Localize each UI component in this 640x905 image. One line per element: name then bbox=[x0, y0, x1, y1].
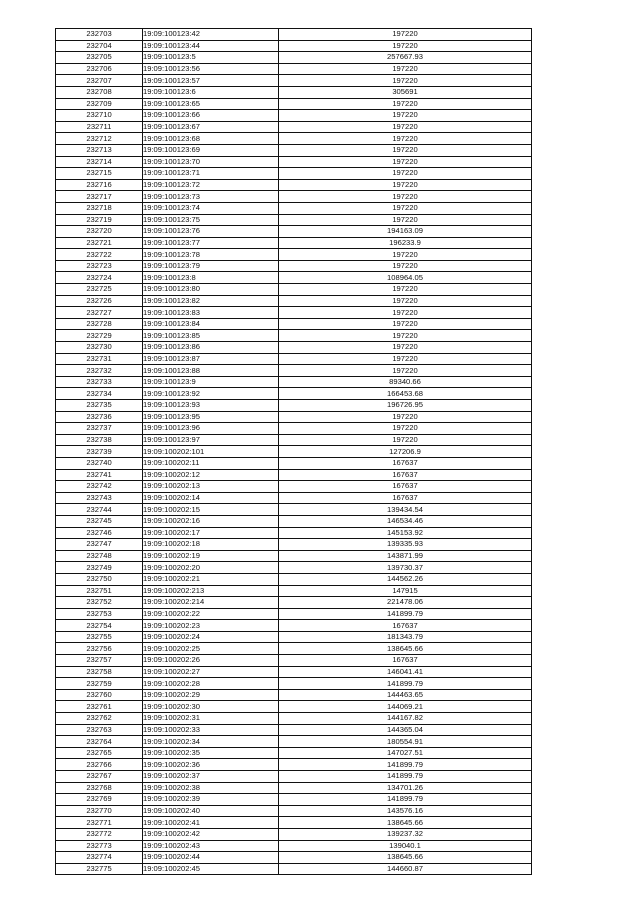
value-cell: 197220 bbox=[279, 423, 532, 435]
cadastral-number-cell: 19:09:100202:101 bbox=[143, 446, 279, 458]
value-cell: 197220 bbox=[279, 365, 532, 377]
value-cell: 141899.79 bbox=[279, 608, 532, 620]
cadastral-number-cell: 19:09:100202:35 bbox=[143, 747, 279, 759]
cadastral-number-cell: 19:09:100202:28 bbox=[143, 678, 279, 690]
value-cell: 144167.82 bbox=[279, 713, 532, 725]
cadastral-number-cell: 19:09:100202:33 bbox=[143, 724, 279, 736]
table-row bbox=[56, 492, 532, 504]
cadastral-number-cell: 19:09:100123:68 bbox=[143, 133, 279, 145]
cadastral-number-cell: 19:09:100202:43 bbox=[143, 840, 279, 852]
row-number-cell: 232710 bbox=[56, 110, 143, 122]
table-row bbox=[56, 573, 532, 585]
row-number-cell: 232719 bbox=[56, 214, 143, 226]
value-cell: 127206.9 bbox=[279, 446, 532, 458]
value-cell: 167637 bbox=[279, 469, 532, 481]
table-row bbox=[56, 481, 532, 493]
row-number-cell: 232761 bbox=[56, 701, 143, 713]
row-number-cell: 232757 bbox=[56, 655, 143, 667]
row-number-cell: 232720 bbox=[56, 226, 143, 238]
value-cell: 196726.95 bbox=[279, 400, 532, 412]
row-number-cell: 232748 bbox=[56, 550, 143, 562]
value-cell: 89340.66 bbox=[279, 376, 532, 388]
table-row bbox=[56, 86, 532, 98]
table-row bbox=[56, 515, 532, 527]
table-row bbox=[56, 469, 532, 481]
value-cell: 139040.1 bbox=[279, 840, 532, 852]
cadastral-number-cell: 19:09:100202:14 bbox=[143, 492, 279, 504]
cadastral-number-cell: 19:09:100202:25 bbox=[143, 643, 279, 655]
row-number-cell: 232734 bbox=[56, 388, 143, 400]
table-row bbox=[56, 98, 532, 110]
value-cell: 141899.79 bbox=[279, 771, 532, 783]
cadastral-number-cell: 19:09:100123:72 bbox=[143, 179, 279, 191]
row-number-cell: 232756 bbox=[56, 643, 143, 655]
row-number-cell: 232774 bbox=[56, 852, 143, 864]
table-row bbox=[56, 214, 532, 226]
row-number-cell: 232755 bbox=[56, 631, 143, 643]
cadastral-number-cell: 19:09:100202:22 bbox=[143, 608, 279, 620]
row-number-cell: 232739 bbox=[56, 446, 143, 458]
value-cell: 197220 bbox=[279, 260, 532, 272]
table-row bbox=[56, 284, 532, 296]
table-row bbox=[56, 260, 532, 272]
value-cell: 139335.93 bbox=[279, 539, 532, 551]
value-cell: 167637 bbox=[279, 655, 532, 667]
row-number-cell: 232754 bbox=[56, 620, 143, 632]
value-cell: 181343.79 bbox=[279, 631, 532, 643]
row-number-cell: 232707 bbox=[56, 75, 143, 87]
value-cell: 147915 bbox=[279, 585, 532, 597]
table-row bbox=[56, 434, 532, 446]
row-number-cell: 232711 bbox=[56, 121, 143, 133]
cadastral-number-cell: 19:09:100202:19 bbox=[143, 550, 279, 562]
table-row bbox=[56, 144, 532, 156]
table-row bbox=[56, 620, 532, 632]
table-row bbox=[56, 110, 532, 122]
value-cell: 139730.37 bbox=[279, 562, 532, 574]
table-row bbox=[56, 805, 532, 817]
value-cell: 197220 bbox=[279, 133, 532, 145]
row-number-cell: 232713 bbox=[56, 144, 143, 156]
cadastral-number-cell: 19:09:100123:85 bbox=[143, 330, 279, 342]
row-number-cell: 232758 bbox=[56, 666, 143, 678]
cadastral-number-cell: 19:09:100202:30 bbox=[143, 701, 279, 713]
table-row bbox=[56, 840, 532, 852]
value-cell: 143871.99 bbox=[279, 550, 532, 562]
row-number-cell: 232716 bbox=[56, 179, 143, 191]
cadastral-number-cell: 19:09:100202:213 bbox=[143, 585, 279, 597]
value-cell: 197220 bbox=[279, 75, 532, 87]
table-row bbox=[56, 585, 532, 597]
cadastral-number-cell: 19:09:100202:20 bbox=[143, 562, 279, 574]
value-cell: 197220 bbox=[279, 40, 532, 52]
table-row bbox=[56, 330, 532, 342]
table-row bbox=[56, 376, 532, 388]
cadastral-number-cell: 19:09:100123:67 bbox=[143, 121, 279, 133]
value-cell: 197220 bbox=[279, 434, 532, 446]
row-number-cell: 232742 bbox=[56, 481, 143, 493]
value-cell: 145153.92 bbox=[279, 527, 532, 539]
row-number-cell: 232737 bbox=[56, 423, 143, 435]
row-number-cell: 232714 bbox=[56, 156, 143, 168]
table-row bbox=[56, 40, 532, 52]
value-cell: 167637 bbox=[279, 457, 532, 469]
value-cell: 197220 bbox=[279, 121, 532, 133]
cadastral-number-cell: 19:09:100123:75 bbox=[143, 214, 279, 226]
table-row bbox=[56, 156, 532, 168]
value-cell: 139434.54 bbox=[279, 504, 532, 516]
value-cell: 144365.04 bbox=[279, 724, 532, 736]
row-number-cell: 232730 bbox=[56, 342, 143, 354]
row-number-cell: 232722 bbox=[56, 249, 143, 261]
table-row bbox=[56, 295, 532, 307]
row-number-cell: 232731 bbox=[56, 353, 143, 365]
cadastral-number-cell: 19:09:100123:92 bbox=[143, 388, 279, 400]
row-number-cell: 232768 bbox=[56, 782, 143, 794]
row-number-cell: 232708 bbox=[56, 86, 143, 98]
table-row bbox=[56, 318, 532, 330]
row-number-cell: 232721 bbox=[56, 237, 143, 249]
cadastral-number-cell: 19:09:100123:65 bbox=[143, 98, 279, 110]
value-cell: 221478.06 bbox=[279, 597, 532, 609]
table-row bbox=[56, 771, 532, 783]
table-row bbox=[56, 52, 532, 64]
cadastral-number-cell: 19:09:100202:37 bbox=[143, 771, 279, 783]
cadastral-number-cell: 19:09:100202:42 bbox=[143, 828, 279, 840]
value-cell: 146534.46 bbox=[279, 515, 532, 527]
value-cell: 108964.05 bbox=[279, 272, 532, 284]
row-number-cell: 232735 bbox=[56, 400, 143, 412]
table-row bbox=[56, 237, 532, 249]
row-number-cell: 232738 bbox=[56, 434, 143, 446]
cadastral-number-cell: 19:09:100123:80 bbox=[143, 284, 279, 296]
row-number-cell: 232750 bbox=[56, 573, 143, 585]
table-row bbox=[56, 400, 532, 412]
row-number-cell: 232724 bbox=[56, 272, 143, 284]
table-row bbox=[56, 539, 532, 551]
cadastral-number-cell: 19:09:100202:31 bbox=[143, 713, 279, 725]
row-number-cell: 232744 bbox=[56, 504, 143, 516]
value-cell: 139237.32 bbox=[279, 828, 532, 840]
table-row bbox=[56, 817, 532, 829]
row-number-cell: 232712 bbox=[56, 133, 143, 145]
row-number-cell: 232747 bbox=[56, 539, 143, 551]
value-cell: 141899.79 bbox=[279, 794, 532, 806]
row-number-cell: 232771 bbox=[56, 817, 143, 829]
table-row bbox=[56, 249, 532, 261]
cadastral-number-cell: 19:09:100202:17 bbox=[143, 527, 279, 539]
value-cell: 143576.16 bbox=[279, 805, 532, 817]
cadastral-number-cell: 19:09:100202:36 bbox=[143, 759, 279, 771]
table-row bbox=[56, 643, 532, 655]
value-cell: 144660.87 bbox=[279, 863, 532, 875]
cadastral-number-cell: 19:09:100202:40 bbox=[143, 805, 279, 817]
cadastral-number-cell: 19:09:100202:39 bbox=[143, 794, 279, 806]
table-row bbox=[56, 342, 532, 354]
row-number-cell: 232770 bbox=[56, 805, 143, 817]
data-table bbox=[55, 28, 532, 875]
value-cell: 196233.9 bbox=[279, 237, 532, 249]
cadastral-number-cell: 19:09:100202:41 bbox=[143, 817, 279, 829]
table-row bbox=[56, 736, 532, 748]
row-number-cell: 232717 bbox=[56, 191, 143, 203]
value-cell: 134701.26 bbox=[279, 782, 532, 794]
cadastral-number-cell: 19:09:100123:73 bbox=[143, 191, 279, 203]
table-row bbox=[56, 550, 532, 562]
value-cell: 167637 bbox=[279, 481, 532, 493]
table-row bbox=[56, 747, 532, 759]
table-row bbox=[56, 63, 532, 75]
table-row bbox=[56, 29, 532, 41]
row-number-cell: 232732 bbox=[56, 365, 143, 377]
row-number-cell: 232764 bbox=[56, 736, 143, 748]
table-body bbox=[56, 29, 532, 875]
table-row bbox=[56, 504, 532, 516]
table-row bbox=[56, 713, 532, 725]
cadastral-number-cell: 19:09:100123:97 bbox=[143, 434, 279, 446]
row-number-cell: 232773 bbox=[56, 840, 143, 852]
table-row bbox=[56, 226, 532, 238]
value-cell: 197220 bbox=[279, 318, 532, 330]
row-number-cell: 232727 bbox=[56, 307, 143, 319]
value-cell: 197220 bbox=[279, 156, 532, 168]
table-row bbox=[56, 863, 532, 875]
table-row bbox=[56, 782, 532, 794]
row-number-cell: 232765 bbox=[56, 747, 143, 759]
table-row bbox=[56, 446, 532, 458]
table-row bbox=[56, 689, 532, 701]
cadastral-number-cell: 19:09:100202:29 bbox=[143, 689, 279, 701]
row-number-cell: 232753 bbox=[56, 608, 143, 620]
value-cell: 197220 bbox=[279, 144, 532, 156]
table-row bbox=[56, 179, 532, 191]
cadastral-number-cell: 19:09:100202:214 bbox=[143, 597, 279, 609]
cadastral-number-cell: 19:09:100123:76 bbox=[143, 226, 279, 238]
row-number-cell: 232746 bbox=[56, 527, 143, 539]
cadastral-number-cell: 19:09:100123:69 bbox=[143, 144, 279, 156]
cadastral-number-cell: 19:09:100202:11 bbox=[143, 457, 279, 469]
cadastral-number-cell: 19:09:100202:38 bbox=[143, 782, 279, 794]
value-cell: 197220 bbox=[279, 330, 532, 342]
cadastral-number-cell: 19:09:100202:12 bbox=[143, 469, 279, 481]
table-row bbox=[56, 388, 532, 400]
value-cell: 144562.26 bbox=[279, 573, 532, 585]
table-row bbox=[56, 655, 532, 667]
row-number-cell: 232706 bbox=[56, 63, 143, 75]
table-row bbox=[56, 701, 532, 713]
cadastral-number-cell: 19:09:100123:44 bbox=[143, 40, 279, 52]
table-row bbox=[56, 631, 532, 643]
row-number-cell: 232759 bbox=[56, 678, 143, 690]
table-row bbox=[56, 133, 532, 145]
cadastral-number-cell: 19:09:100123:79 bbox=[143, 260, 279, 272]
row-number-cell: 232718 bbox=[56, 202, 143, 214]
value-cell: 305691 bbox=[279, 86, 532, 98]
value-cell: 197220 bbox=[279, 342, 532, 354]
table-row bbox=[56, 168, 532, 180]
value-cell: 197220 bbox=[279, 249, 532, 261]
value-cell: 197220 bbox=[279, 284, 532, 296]
cadastral-number-cell: 19:09:100123:71 bbox=[143, 168, 279, 180]
cadastral-number-cell: 19:09:100202:34 bbox=[143, 736, 279, 748]
cadastral-number-cell: 19:09:100202:18 bbox=[143, 539, 279, 551]
table-row bbox=[56, 562, 532, 574]
table-row bbox=[56, 202, 532, 214]
cadastral-number-cell: 19:09:100202:21 bbox=[143, 573, 279, 585]
cadastral-number-cell: 19:09:100123:70 bbox=[143, 156, 279, 168]
table-row bbox=[56, 852, 532, 864]
cadastral-number-cell: 19:09:100123:87 bbox=[143, 353, 279, 365]
table-row bbox=[56, 191, 532, 203]
table-row bbox=[56, 608, 532, 620]
cadastral-number-cell: 19:09:100123:96 bbox=[143, 423, 279, 435]
cadastral-number-cell: 19:09:100202:27 bbox=[143, 666, 279, 678]
value-cell: 197220 bbox=[279, 307, 532, 319]
row-number-cell: 232709 bbox=[56, 98, 143, 110]
value-cell: 138645.66 bbox=[279, 643, 532, 655]
value-cell: 194163.09 bbox=[279, 226, 532, 238]
row-number-cell: 232740 bbox=[56, 457, 143, 469]
value-cell: 141899.79 bbox=[279, 678, 532, 690]
value-cell: 197220 bbox=[279, 29, 532, 41]
cadastral-number-cell: 19:09:100123:8 bbox=[143, 272, 279, 284]
row-number-cell: 232767 bbox=[56, 771, 143, 783]
value-cell: 180554.91 bbox=[279, 736, 532, 748]
row-number-cell: 232762 bbox=[56, 713, 143, 725]
row-number-cell: 232745 bbox=[56, 515, 143, 527]
cadastral-number-cell: 19:09:100123:9 bbox=[143, 376, 279, 388]
cadastral-number-cell: 19:09:100123:88 bbox=[143, 365, 279, 377]
cadastral-number-cell: 19:09:100202:44 bbox=[143, 852, 279, 864]
table-row bbox=[56, 365, 532, 377]
value-cell: 144463.65 bbox=[279, 689, 532, 701]
table-row bbox=[56, 457, 532, 469]
row-number-cell: 232752 bbox=[56, 597, 143, 609]
cadastral-number-cell: 19:09:100123:66 bbox=[143, 110, 279, 122]
table-row bbox=[56, 828, 532, 840]
value-cell: 167637 bbox=[279, 492, 532, 504]
value-cell: 138645.66 bbox=[279, 852, 532, 864]
cadastral-number-cell: 19:09:100202:16 bbox=[143, 515, 279, 527]
row-number-cell: 232736 bbox=[56, 411, 143, 423]
cadastral-number-cell: 19:09:100202:24 bbox=[143, 631, 279, 643]
value-cell: 197220 bbox=[279, 191, 532, 203]
value-cell: 197220 bbox=[279, 411, 532, 423]
table-row bbox=[56, 411, 532, 423]
table-row bbox=[56, 597, 532, 609]
table-row bbox=[56, 678, 532, 690]
row-number-cell: 232769 bbox=[56, 794, 143, 806]
value-cell: 197220 bbox=[279, 98, 532, 110]
row-number-cell: 232766 bbox=[56, 759, 143, 771]
table-row bbox=[56, 666, 532, 678]
cadastral-number-cell: 19:09:100202:26 bbox=[143, 655, 279, 667]
value-cell: 197220 bbox=[279, 168, 532, 180]
table-row bbox=[56, 724, 532, 736]
table-row bbox=[56, 353, 532, 365]
cadastral-number-cell: 19:09:100123:78 bbox=[143, 249, 279, 261]
row-number-cell: 232723 bbox=[56, 260, 143, 272]
row-number-cell: 232729 bbox=[56, 330, 143, 342]
value-cell: 146041.41 bbox=[279, 666, 532, 678]
row-number-cell: 232760 bbox=[56, 689, 143, 701]
row-number-cell: 232715 bbox=[56, 168, 143, 180]
row-number-cell: 232733 bbox=[56, 376, 143, 388]
table-row bbox=[56, 759, 532, 771]
cadastral-number-cell: 19:09:100202:23 bbox=[143, 620, 279, 632]
cadastral-number-cell: 19:09:100123:83 bbox=[143, 307, 279, 319]
table-row bbox=[56, 272, 532, 284]
value-cell: 147027.51 bbox=[279, 747, 532, 759]
row-number-cell: 232772 bbox=[56, 828, 143, 840]
cadastral-number-cell: 19:09:100123:56 bbox=[143, 63, 279, 75]
cadastral-number-cell: 19:09:100123:77 bbox=[143, 237, 279, 249]
value-cell: 166453.68 bbox=[279, 388, 532, 400]
table-row bbox=[56, 794, 532, 806]
value-cell: 197220 bbox=[279, 214, 532, 226]
value-cell: 197220 bbox=[279, 110, 532, 122]
cadastral-number-cell: 19:09:100202:45 bbox=[143, 863, 279, 875]
row-number-cell: 232751 bbox=[56, 585, 143, 597]
cadastral-number-cell: 19:09:100202:15 bbox=[143, 504, 279, 516]
row-number-cell: 232728 bbox=[56, 318, 143, 330]
cadastral-number-cell: 19:09:100202:13 bbox=[143, 481, 279, 493]
cadastral-number-cell: 19:09:100123:6 bbox=[143, 86, 279, 98]
value-cell: 138645.66 bbox=[279, 817, 532, 829]
cadastral-number-cell: 19:09:100123:74 bbox=[143, 202, 279, 214]
value-cell: 197220 bbox=[279, 353, 532, 365]
value-cell: 167637 bbox=[279, 620, 532, 632]
table-row bbox=[56, 527, 532, 539]
cadastral-number-cell: 19:09:100123:93 bbox=[143, 400, 279, 412]
row-number-cell: 232705 bbox=[56, 52, 143, 64]
row-number-cell: 232704 bbox=[56, 40, 143, 52]
row-number-cell: 232725 bbox=[56, 284, 143, 296]
row-number-cell: 232775 bbox=[56, 863, 143, 875]
value-cell: 141899.79 bbox=[279, 759, 532, 771]
value-cell: 197220 bbox=[279, 295, 532, 307]
cadastral-number-cell: 19:09:100123:95 bbox=[143, 411, 279, 423]
row-number-cell: 232703 bbox=[56, 29, 143, 41]
row-number-cell: 232749 bbox=[56, 562, 143, 574]
value-cell: 197220 bbox=[279, 202, 532, 214]
table-row bbox=[56, 307, 532, 319]
cadastral-number-cell: 19:09:100123:57 bbox=[143, 75, 279, 87]
value-cell: 257667.93 bbox=[279, 52, 532, 64]
table-row bbox=[56, 423, 532, 435]
cadastral-number-cell: 19:09:100123:5 bbox=[143, 52, 279, 64]
row-number-cell: 232741 bbox=[56, 469, 143, 481]
value-cell: 197220 bbox=[279, 63, 532, 75]
row-number-cell: 232763 bbox=[56, 724, 143, 736]
cadastral-number-cell: 19:09:100123:86 bbox=[143, 342, 279, 354]
cadastral-number-cell: 19:09:100123:82 bbox=[143, 295, 279, 307]
table-row bbox=[56, 121, 532, 133]
row-number-cell: 232743 bbox=[56, 492, 143, 504]
table-row bbox=[56, 75, 532, 87]
row-number-cell: 232726 bbox=[56, 295, 143, 307]
value-cell: 144069.21 bbox=[279, 701, 532, 713]
cadastral-number-cell: 19:09:100123:84 bbox=[143, 318, 279, 330]
cadastral-number-cell: 19:09:100123:42 bbox=[143, 29, 279, 41]
value-cell: 197220 bbox=[279, 179, 532, 191]
